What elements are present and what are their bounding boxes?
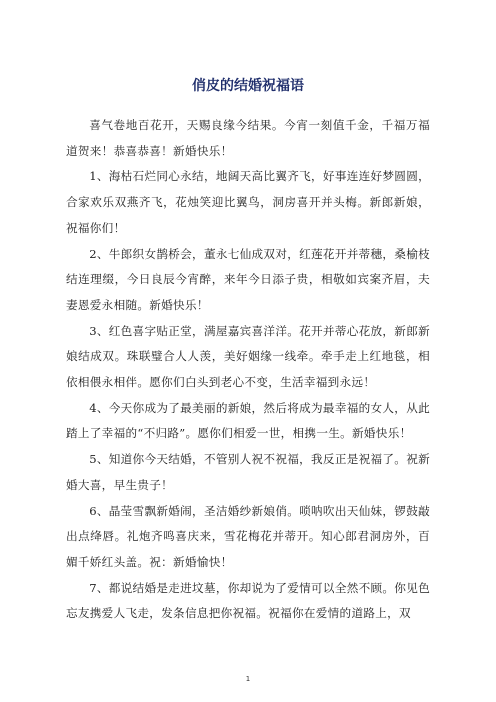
paragraph-3: 3、红色喜字贴正堂，满屋嘉宾喜洋洋。花开并蒂心花放，新郎新娘结成双。珠联璧合人人羡，美好姻缘一线牵。牵手走上红地毯，相依相偎永相伴。愿你们白头到老心不变，生活幸福到永远！ bbox=[66, 323, 430, 390]
document-body bbox=[66, 113, 430, 627]
page-number: 1 bbox=[245, 675, 251, 683]
paragraph-2: 2、牛郎织女鹊桥会，董永七仙成双对，红莲花开并蒂穗，桑榆枝结连理缀，今日良辰今宵醉，来年今日添子贵，相敬如宾案齐眉，夫妻恩爱永相随。新婚快乐！ bbox=[66, 246, 430, 312]
paragraph-5: 5、知道你今天结婚，不管别人祝不祝福，我反正是祝福了。祝新婚大喜，早生贵子！ bbox=[66, 452, 430, 492]
paragraph-6: 6、晶莹雪飘新婚闹，圣洁婚纱新娘俏。唢呐吹出天仙妹，锣鼓敲出点绛唇。礼炮齐鸣喜庆来，雪花梅花并蒂开。知心郎君洞房外，百媚千娇红头盖。祝：新婚愉快！ bbox=[66, 503, 430, 569]
paragraph-1: 1、海枯石烂同心永结，地阔天高比翼齐飞，好事连连好梦圆圆，合家欢乐双燕齐飞，花烛笑迎比翼鸟，洞房喜开并头梅。新郎新娘，祝福你们！ bbox=[66, 169, 430, 235]
paragraph-7: 7、都说结婚是走进坟墓，你却说为了爱情可以全然不顾。你见色忘友携爱人飞走，发条信息把你祝福。祝福你在爱情的道路上，双 bbox=[66, 580, 430, 621]
paragraph-intro: 喜气卷地百花开，天赐良缘今结果。今宵一刻值千金，千福万福道贺来！恭喜恭喜！新婚快乐！ bbox=[66, 118, 430, 158]
paragraph-4: 4、今天你成为了最美丽的新娘，然后将成为最幸福的女人，从此踏上了幸福的“不归路”。愿你们相爱一世，相携一生。新婚快乐！ bbox=[66, 400, 430, 441]
document-title: 俏皮的结婚祝福语 bbox=[192, 78, 304, 94]
